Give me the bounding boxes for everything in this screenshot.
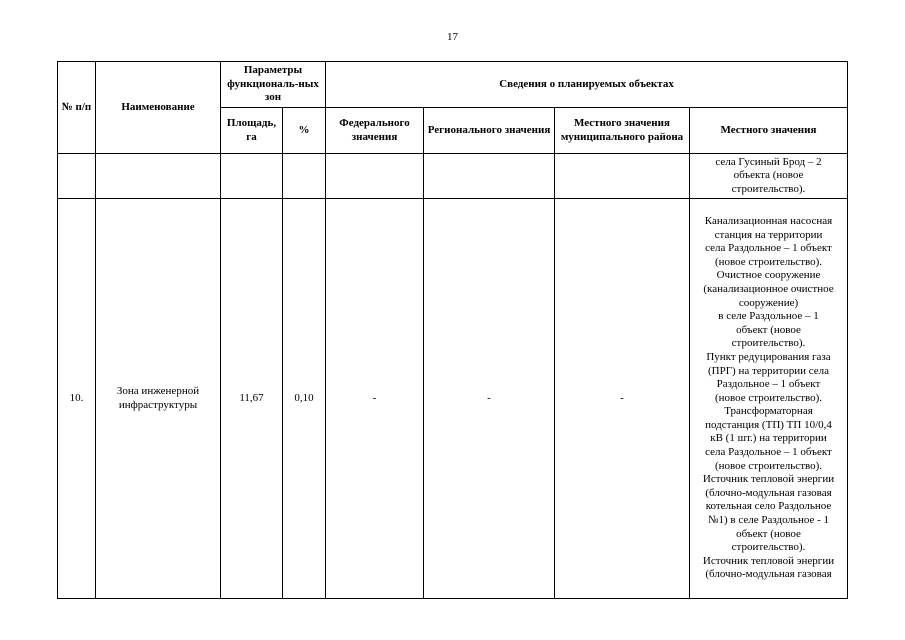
header-num: № п/п	[58, 62, 96, 154]
table-row	[58, 154, 848, 199]
cell-federal: -	[326, 199, 424, 599]
cell-municipal: -	[555, 199, 690, 599]
cell-local-text: Канализационная насосная станция на территории села Раздольное – 1 объект (новое строительство). Очистное сооружение (канализационное очистное сооружение) в селе Раздольное – 1 объект (новое строительство). Пункт редуцирования газа (ПРГ) на территории села Раздольное – 1 объект (новое строительство). Трансформаторная подстанция (ТП) ТП 10/0,4 кВ (1 шт.) на территории села Раздольное – 1 объект (новое строительство). Источник тепловой энергии (блочно-модульная газовая котельная село Раздольное №1) в селе Раздольное - 1 объект (новое строительство). Источник тепловой энергии (блочно-модульная газовая	[702, 214, 835, 581]
header-row-1	[58, 62, 848, 108]
cell-num	[58, 154, 96, 199]
header-federal: Федерального значения	[326, 108, 424, 154]
header-name: Наименование	[96, 62, 221, 154]
cell-name	[96, 154, 221, 199]
cell-local	[690, 199, 848, 599]
cell-name: Зона инженерной инфраструктуры	[96, 199, 221, 599]
header-area: Площадь, га	[221, 108, 283, 154]
cell-local-text: села Гусиный Брод – 2 объекта (новое строительство).	[715, 155, 822, 195]
header-local: Местного значения	[690, 108, 848, 154]
cell-area	[221, 154, 283, 199]
cell-percent	[283, 154, 326, 199]
page-number: 17	[447, 31, 458, 43]
header-planned: Сведения о планируемых объектах	[326, 62, 848, 108]
table-row	[58, 199, 848, 599]
header-municipal: Местного значения муниципального района	[555, 108, 690, 154]
cell-federal	[326, 154, 424, 199]
header-regional: Регионального значения	[424, 108, 555, 154]
cell-municipal	[555, 154, 690, 199]
cell-num: 10.	[58, 199, 96, 599]
cell-percent: 0,10	[283, 199, 326, 599]
planned-objects-table	[57, 61, 848, 599]
header-percent: %	[283, 108, 326, 154]
cell-regional	[424, 154, 555, 199]
cell-local	[690, 154, 848, 199]
cell-area: 11,67	[221, 199, 283, 599]
header-params: Параметры функциональ-ных зон	[221, 62, 326, 108]
cell-regional: -	[424, 199, 555, 599]
